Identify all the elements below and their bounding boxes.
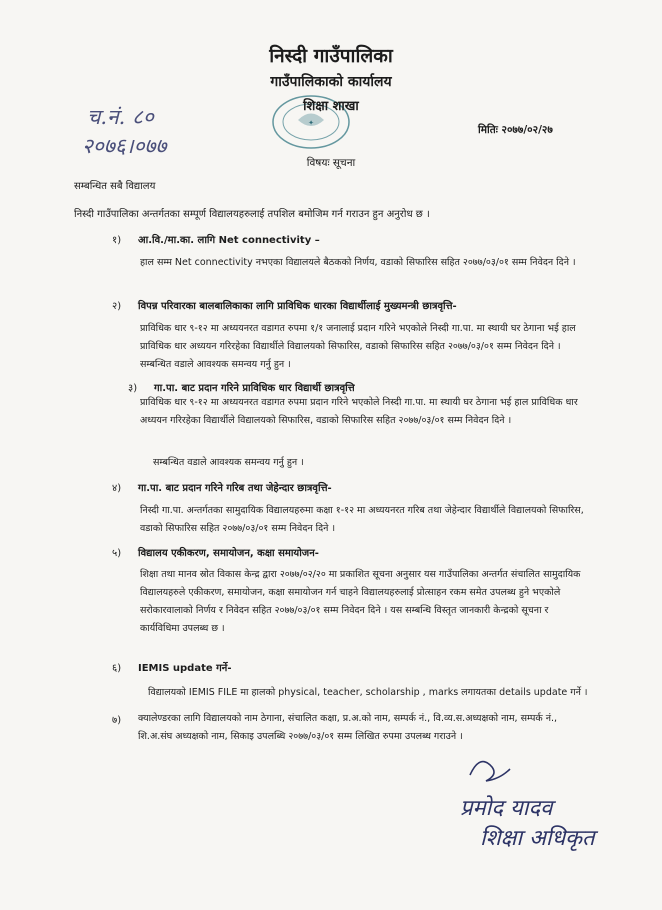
section-1-heading <box>112 232 320 246</box>
notice-date: मितिः २०७७/०२/२७ <box>478 124 553 136</box>
notice-subject: विषयः सूचना <box>306 157 356 169</box>
svg-text:✦: ✦ <box>308 119 314 127</box>
section-number: ४) <box>112 483 122 494</box>
section-4-heading <box>112 480 332 494</box>
signatory-name: प्रमोद यादव <box>460 796 553 821</box>
section-6-body: विद्यालयको IEMIS FILE मा हालको physical, teacher, scholarship , marks लगायतका details update गर्ने । <box>148 687 588 698</box>
section-title: विपन्न परिवारका बालबालिकाका लागि प्राविधिक धारका विद्यार्थीलाई मुख्यमन्त्री छात्रवृत्ति- <box>138 301 457 312</box>
section-number: ३) <box>128 383 138 394</box>
org-name: निस्दी गाउँपालिका <box>269 45 393 67</box>
section-number: १) <box>112 235 122 246</box>
section-6-heading <box>112 660 231 674</box>
section-title: विद्यालय एकीकरण, समायोजन, कक्षा समायोजन- <box>138 548 319 559</box>
addressee: सम्बन्धित सबै विद्यालय <box>74 181 156 192</box>
handwritten-signature <box>440 745 640 855</box>
section-4-body: निस्दी गा.पा. अन्तर्गतका सामुदायिक विद्यालयहरुमा कक्षा १-१२ मा अध्ययनरत गरिब तथा जेहेन्दार विद्यार्थीले विद्यालयको सिफारिस, वडाको सिफारिस सहित २०७७/०३/०१ सम्म निवेदन दिने । <box>140 505 584 534</box>
handwritten-reference-number: च.नं. ८० <box>87 105 154 129</box>
section-title: गा.पा. बाट प्रदान गरिने गरिब तथा जेहेन्दार छात्रवृत्ति- <box>138 483 332 494</box>
section-number: ७) <box>112 715 122 726</box>
section-7-heading <box>112 712 138 726</box>
branch-name: शिक्षा शाखा <box>303 99 359 114</box>
section-2-body: प्राविधिक धार ९-१२ मा अध्ययनरत वडागत रुपमा १/१ जनालाई प्रदान गरिने भएकोले निस्दी गा.पा. मा स्थायी घर ठेगाना भई हाल प्राविधिक धार अध्ययन गरिरहेका विद्यार्थीले विद्यालयको सिफारिस, वडाको सिफारिस सहित २०७७/०३/०१ सम्म निवेदन दिने । सम्बन्धित वडाले आवश्यक समन्वय गर्नु हुन । <box>140 323 576 370</box>
section-1-body: हाल सम्म Net connectivity नभएका विद्यालयले बैठकको निर्णय, वडाको सिफारिस सहित २०७७/०३/०१ सम्म निवेदन दिने । <box>140 257 576 268</box>
section-2-heading <box>112 298 457 312</box>
handwritten-fiscal-year: २०७६।०७७ <box>82 134 167 158</box>
signatory-title: शिक्षा अधिकृत <box>480 826 595 851</box>
section-5-heading <box>112 545 319 559</box>
section-3-heading <box>128 380 355 394</box>
section-7-body: क्यालेण्डरका लागि विद्यालयको नाम ठेगाना, संचालित कक्षा, प्र.अ.को नाम, सम्पर्क नं., वि.व्य.स.अध्यक्षको नाम, सम्पर्क नं., शि.अ.संघ अध्यक्षको नाम, सिकाइ उपलब्धि २०७७/०३/०१ सम्म लिखित रुपमा उपलब्ध गराउने । <box>138 713 558 742</box>
section-title: आ.वि./मा.का. लागि Net connectivity – <box>138 235 320 246</box>
office-name: गाउँपालिकाको कार्यालय <box>270 74 392 90</box>
section-number: ५) <box>112 548 122 559</box>
section-5-body: शिक्षा तथा मानव स्रोत विकास केन्द्र द्वारा २०७७/०२/२० मा प्रकाशित सूचना अनुसार यस गाउँपालिका अन्तर्गत संचालित सामुदायिक विद्यालयहरुले एकीकरण, समायोजन, कक्षा समायोजन गर्न चाहने विद्यालयहरुलाई प्रोत्साहन रकम समेत उपलब्ध हुने भएकोले सरोकारवालाको निर्णय र निवेदन सहित २०७७/०३/०१ सम्म निवेदन दिने । यस सम्बन्धि विस्तृत जानकारी केन्द्रको सूचना र कार्यविधिमा उपलब्ध छ । <box>140 569 581 634</box>
intro-paragraph: निस्दी गाउँपालिका अन्तर्गतका सम्पूर्ण विद्यालयहरुलाई तपशिल बमोजिम गर्न गराउन हुन अनुरोध छ । <box>74 209 430 220</box>
section-title: IEMIS update गर्ने- <box>138 663 232 674</box>
section-3-body: प्राविधिक धार ९-१२ मा अध्ययनरत वडागत रुपमा प्रदान गरिने भएकोले निस्दी गा.पा. मा स्थायी घर ठेगाना भई हाल प्राविधिक धार अध्ययन गरिरहेका विद्यार्थीले विद्यालयको सिफारिस, वडाको सिफारिस सहित २०७७/०३/०१ सम्म निवेदन दिने । <box>140 397 578 426</box>
section-3-note: सम्बन्धित वडाले आवश्यक समन्वय गर्नु हुन । <box>153 457 304 468</box>
section-title: गा.पा. बाट प्रदान गरिने प्राविधिक धार विद्यार्थी छात्रवृत्ति <box>154 383 355 394</box>
section-number: २) <box>112 301 122 312</box>
section-number: ६) <box>112 663 122 674</box>
